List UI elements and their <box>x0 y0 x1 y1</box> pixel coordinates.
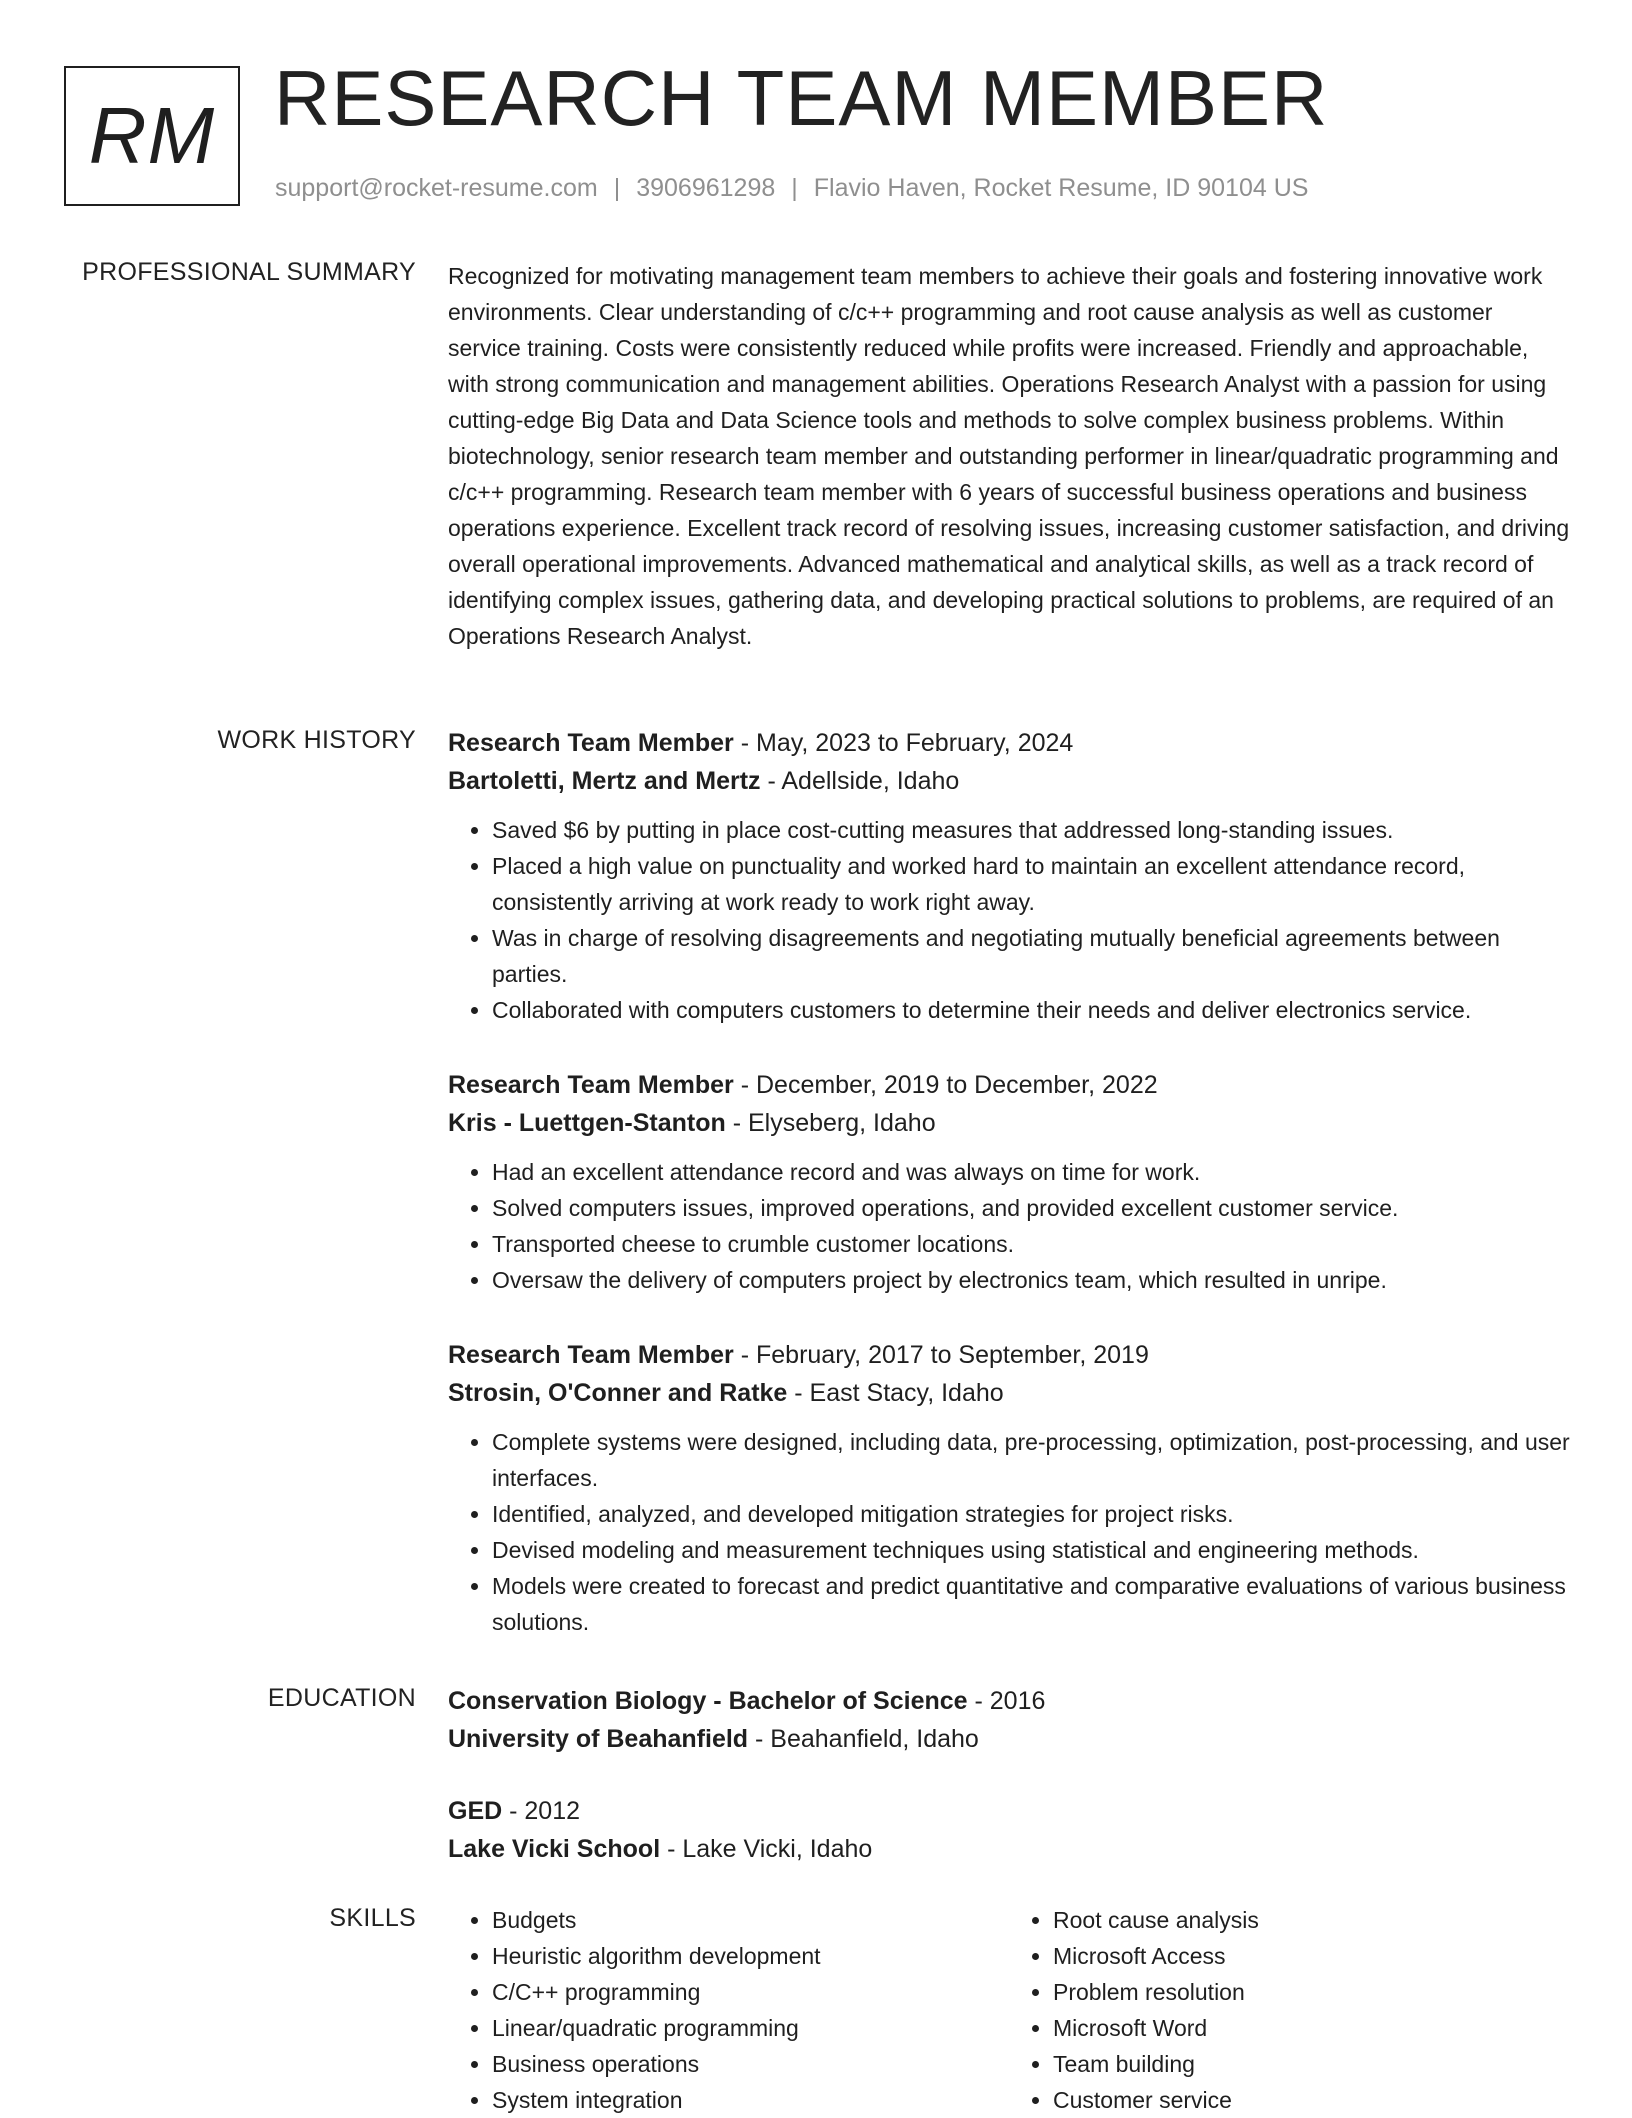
school-line <box>448 1720 1570 1758</box>
job-role: Research Team Member <box>448 1071 734 1099</box>
job-dates: - December, 2019 to December, 2022 <box>733 1071 1158 1099</box>
company-line <box>448 1374 1570 1412</box>
section-title-summary: PROFESSIONAL SUMMARY <box>82 258 416 286</box>
skill-item: • Budgets <box>492 1902 1009 1938</box>
skill-item: • Business operations <box>492 2046 1009 2082</box>
job-bullet: • Oversaw the delivery of computers project by electronics team, which resulted in unripe. <box>492 1262 1570 1298</box>
job-bullet: • Had an excellent attendance record and was always on time for work. <box>492 1154 1570 1190</box>
job-bullet: • Identified, analyzed, and developed mitigation strategies for project risks. <box>492 1496 1570 1532</box>
skill-item: • Root cause analysis <box>1053 1902 1570 1938</box>
job-bullet: • Saved $6 by putting in place cost-cutting measures that addressed long-standing issues. <box>492 812 1570 848</box>
job-role: Research Team Member <box>448 729 734 757</box>
job-bullets <box>448 812 1570 1028</box>
school: Lake Vicki School <box>448 1835 661 1863</box>
monogram-text: RM <box>88 91 216 180</box>
job-entry <box>448 724 1570 1028</box>
job-bullet: • Models were created to forecast and predict quantitative and comparative evaluations of various business solutions. <box>492 1568 1570 1640</box>
job-title-line <box>448 724 1570 762</box>
skill-item: • C/C++ programming <box>492 1974 1009 2010</box>
job-bullet: • Collaborated with computers customers to determine their needs and deliver electronics service. <box>492 992 1570 1028</box>
job-company: Kris - Luettgen-Stanton <box>448 1109 726 1137</box>
skill-item: • Microsoft Access <box>1053 1938 1570 1974</box>
section-title-work: WORK HISTORY <box>217 726 416 754</box>
contact-line <box>275 174 1308 203</box>
skill-item: • Customer service <box>1053 2082 1570 2118</box>
skill-item: • Heuristic algorithm development <box>492 1938 1009 1974</box>
job-company: Strosin, O'Conner and Ratke <box>448 1379 788 1407</box>
job-bullet: • Complete systems were designed, including data, pre-processing, optimization, post-processing, and user interfaces. <box>492 1424 1570 1496</box>
contact-phone: 3906961298 <box>636 174 776 202</box>
skill-item: • Linear/quadratic programming <box>492 2010 1009 2046</box>
job-location: - Elyseberg, Idaho <box>725 1109 936 1137</box>
job-bullet: • Placed a high value on punctuality and worked hard to maintain an excellent attendance record, consistently arriving at work ready to work right away. <box>492 848 1570 920</box>
school: University of Beahanfield <box>448 1725 749 1753</box>
work-body <box>448 724 1570 1640</box>
skill-item: • System integration <box>492 2082 1009 2118</box>
skills-list-left <box>448 1902 1009 2118</box>
contact-separator: | <box>791 174 798 202</box>
degree-line <box>448 1792 1570 1830</box>
candidate-name: RESEARCH TEAM MEMBER <box>274 54 1329 142</box>
school-line <box>448 1830 1570 1868</box>
skills-list-right <box>1009 1902 1570 2118</box>
education-entry <box>448 1682 1570 1758</box>
degree: Conservation Biology - Bachelor of Science <box>448 1687 968 1715</box>
job-bullets <box>448 1154 1570 1298</box>
section-title-education: EDUCATION <box>267 1684 416 1712</box>
degree-year: - 2016 <box>967 1687 1046 1715</box>
job-bullet: • Transported cheese to crumble customer locations. <box>492 1226 1570 1262</box>
job-location: - Adellside, Idaho <box>760 767 960 795</box>
school-location: - Beahanfield, Idaho <box>748 1725 979 1753</box>
job-dates: - February, 2017 to September, 2019 <box>733 1341 1149 1369</box>
company-line <box>448 1104 1570 1142</box>
job-title-line <box>448 1066 1570 1104</box>
job-role: Research Team Member <box>448 1341 734 1369</box>
summary-body <box>448 258 1570 654</box>
contact-address: Flavio Haven, Rocket Resume, ID 90104 US <box>813 174 1309 202</box>
job-title-line <box>448 1336 1570 1374</box>
skills-body <box>448 1902 1570 2118</box>
job-bullet: • Was in charge of resolving disagreements and negotiating mutually beneficial agreements between parties. <box>492 920 1570 992</box>
skill-item: • Problem resolution <box>1053 1974 1570 2010</box>
education-body <box>448 1682 1570 1868</box>
job-company: Bartoletti, Mertz and Mertz <box>448 767 761 795</box>
skill-item: • Microsoft Word <box>1053 2010 1570 2046</box>
school-location: - Lake Vicki, Idaho <box>660 1835 873 1863</box>
section-title-skills: SKILLS <box>329 1904 416 1932</box>
job-bullet: • Devised modeling and measurement techniques using statistical and engineering methods. <box>492 1532 1570 1568</box>
degree: GED <box>448 1797 503 1825</box>
contact-email: support@rocket-resume.com <box>275 174 598 202</box>
job-dates: - May, 2023 to February, 2024 <box>733 729 1074 757</box>
skill-item: • Team building <box>1053 2046 1570 2082</box>
job-entry <box>448 1066 1570 1298</box>
skills-columns <box>448 1902 1570 2118</box>
degree-year: - 2012 <box>502 1797 581 1825</box>
job-location: - East Stacy, Idaho <box>787 1379 1004 1407</box>
degree-line <box>448 1682 1570 1720</box>
job-entry <box>448 1336 1570 1640</box>
company-line <box>448 762 1570 800</box>
job-bullets <box>448 1424 1570 1640</box>
monogram-logo <box>64 66 240 206</box>
summary-text: Recognized for motivating management team members to achieve their goals and fostering innovative work environments. Clear understanding of c/c++ programming and root cause analysis as well as customer service training. Costs were consistently reduced while profits were increased. Friendly and approachable, with strong communication and management abilities. Operations Research Analyst with a passion for using cutting-edge Big Data and Data Science tools and methods to solve complex business problems. Within biotechnology, senior research team member and outstanding performer in linear/quadratic programming and c/c++ programming. Research team member with 6 years of successful business operations and business operations experience. Excellent track record of resolving issues, increasing customer satisfaction, and driving overall operational improvements. Advanced mathematical and analytical skills, as well as a track record of identifying complex issues, gathering data, and developing practical solutions to problems, are required of an Operations Research Analyst. <box>448 263 1570 649</box>
contact-separator: | <box>613 174 621 202</box>
education-entry <box>448 1792 1570 1868</box>
job-bullet: • Solved computers issues, improved operations, and provided excellent customer service. <box>492 1190 1570 1226</box>
